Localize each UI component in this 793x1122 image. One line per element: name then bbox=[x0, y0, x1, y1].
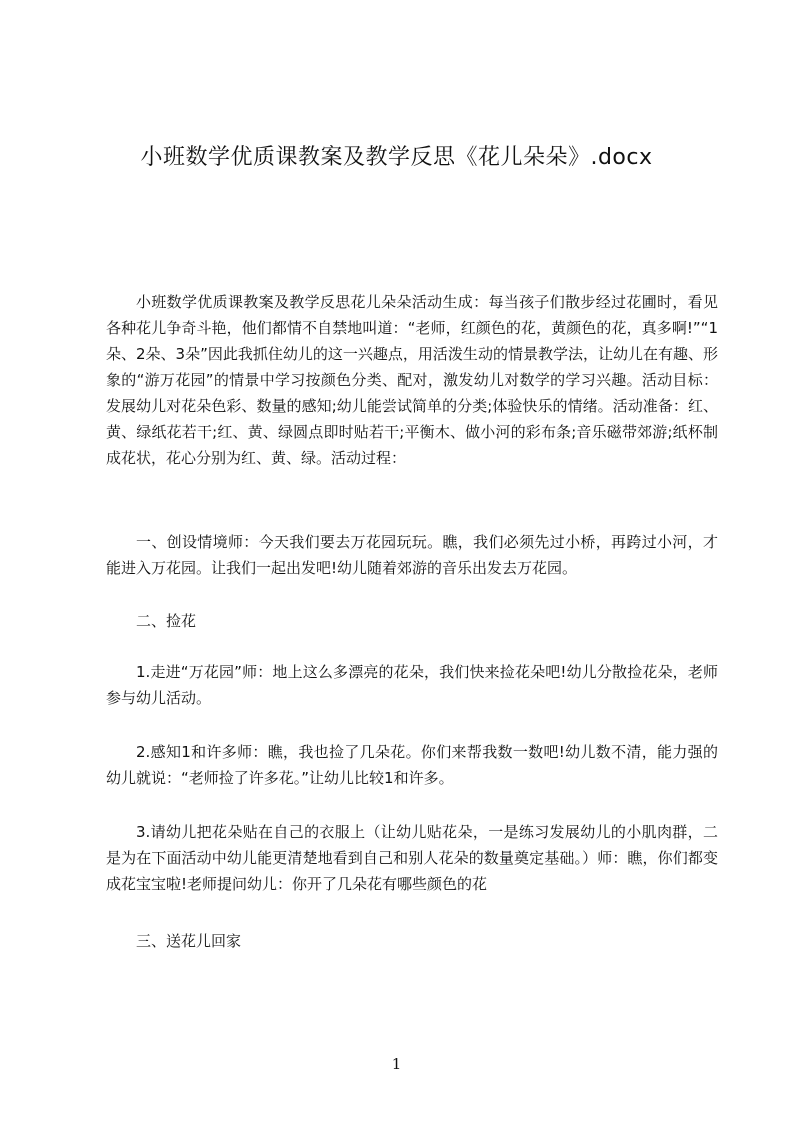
page-number: 1 bbox=[391, 1055, 402, 1073]
paragraph-section-3-heading: 三、送花儿回家 bbox=[136, 932, 242, 950]
paragraph-step-3: 3.请幼儿把花朵贴在自己的衣服上（让幼儿贴花朵，一是练习发展幼儿的小肌肉群，二是为在下面活动中幼儿能更清楚地看到自己和别人花朵的数量奠定基础。）师：瞧，你们都变成花宝宝啦!老师提问幼儿：你开了几朵花有哪些颜色的花 bbox=[106, 823, 718, 893]
paragraph-step-1: 1.走进“万花园”师：地上这么多漂亮的花朵，我们快来捡花朵吧!幼儿分散捡花朵，老师参与幼儿活动。 bbox=[106, 663, 718, 707]
paragraph-intro: 小班数学优质课教案及教学反思花儿朵朵活动生成：每当孩子们散步经过花圃时，看见各种花儿争奇斗艳，他们都情不自禁地叫道：“老师，红颜色的花，黄颜色的花，真多啊!”“1朵、2朵、3朵”因此我抓住幼儿的这一兴趣点，用活泼生动的情景教学法，让幼儿在有趣、形象的“游万花园”的情景中学习按颜色分类、配对，激发幼儿对数学的学习兴趣。活动目标：发展幼儿对花朵色彩、数量的感知;幼儿能尝试简单的分类;体验快乐的情绪。活动准备：红、黄、绿纸花若干;红、黄、绿圆点即时贴若干;平衡木、做小河的彩布条;音乐磁带郊游;纸杯制成花状，花心分别为红、黄、绿。活动过程： bbox=[106, 293, 718, 467]
paragraph-section-1: 一、创设情境师：今天我们要去万花园玩玩。瞧，我们必须先过小桥，再跨过小河，才能进入万花园。让我们一起出发吧!幼儿随着郊游的音乐出发去万花园。 bbox=[106, 533, 718, 577]
document-title: 小班数学优质课教案及教学反思《花儿朵朵》.docx bbox=[140, 145, 653, 170]
paragraph-step-2: 2.感知1和许多师：瞧，我也捡了几朵花。你们来帮我数一数吧!幼儿数不清，能力强的幼儿就说：“老师捡了许多花。”让幼儿比较1和许多。 bbox=[106, 743, 718, 787]
paragraph-section-2-heading: 二、捡花 bbox=[136, 612, 197, 630]
